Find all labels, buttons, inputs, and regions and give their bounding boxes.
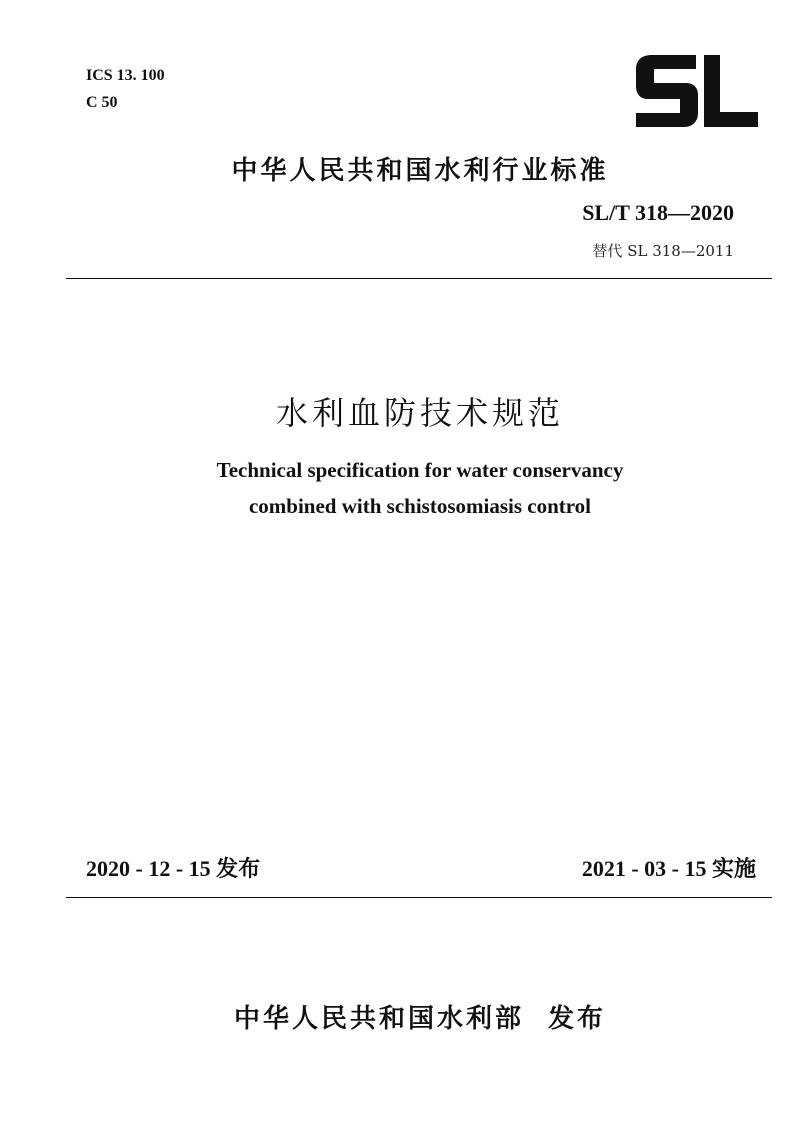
sl-logo-l-glyph	[704, 55, 758, 127]
title-english-line-2: combined with schistosomiasis control	[248, 494, 592, 518]
top-divider	[66, 278, 772, 279]
classification-block	[86, 62, 165, 116]
ccs-code: C 50	[86, 94, 118, 111]
sl-logo-s-glyph	[636, 55, 698, 127]
issuer-title: 中华人民共和国水利行业标准	[231, 156, 609, 186]
ics-code: ICS 13. 100	[86, 67, 165, 84]
implement-date: 2021 - 03 - 15 实施	[581, 856, 756, 881]
title-english-line-1: Technical specification for water conservancy	[216, 458, 624, 482]
publisher: 中华人民共和国水利部 发布	[233, 1004, 607, 1034]
replaces-standard: 替代 SL 318—2011	[592, 242, 734, 260]
sl-logo	[634, 55, 758, 127]
title-english	[0, 452, 800, 524]
standard-number: SL/T 318—2020	[582, 200, 734, 225]
bottom-divider	[66, 897, 772, 898]
title-chinese: 水利血防技术规范	[275, 394, 564, 432]
publish-date: 2020 - 12 - 15 发布	[86, 856, 261, 881]
